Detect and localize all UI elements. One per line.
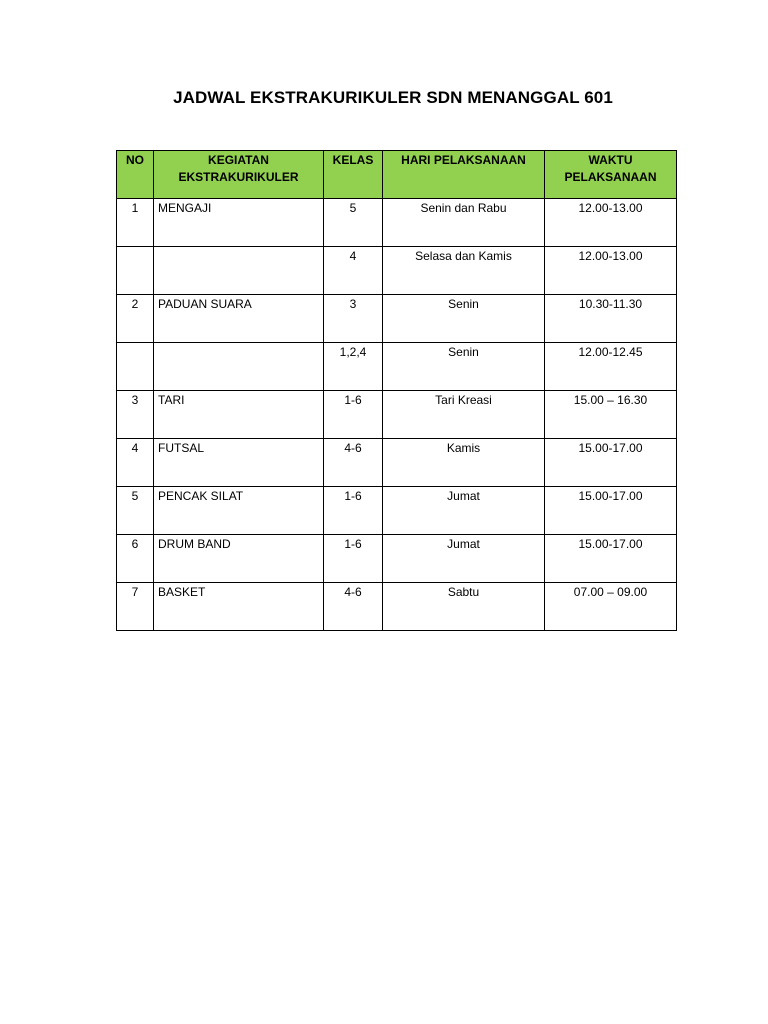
cell-waktu: 12.00-13.00	[545, 247, 677, 295]
cell-no: 7	[117, 583, 154, 631]
cell-waktu: 15.00-17.00	[545, 439, 677, 487]
cell-kelas: 5	[324, 199, 383, 247]
cell-kegiatan: PADUAN SUARA	[154, 295, 324, 343]
cell-waktu: 15.00-17.00	[545, 487, 677, 535]
cell-kelas: 4-6	[324, 439, 383, 487]
cell-kegiatan: PENCAK SILAT	[154, 487, 324, 535]
cell-waktu: 15.00 – 16.30	[545, 391, 677, 439]
cell-no: 3	[117, 391, 154, 439]
cell-waktu: 07.00 – 09.00	[545, 583, 677, 631]
cell-hari: Senin dan Rabu	[383, 199, 545, 247]
cell-no: 1	[117, 199, 154, 247]
cell-waktu: 12.00-13.00	[545, 199, 677, 247]
cell-hari: Tari Kreasi	[383, 391, 545, 439]
cell-kegiatan: MENGAJI	[154, 199, 324, 247]
cell-waktu: 15.00-17.00	[545, 535, 677, 583]
cell-hari: Senin	[383, 343, 545, 391]
cell-no: 2	[117, 295, 154, 343]
cell-kelas: 1,2,4	[324, 343, 383, 391]
cell-kelas: 1-6	[324, 391, 383, 439]
cell-hari: Jumat	[383, 487, 545, 535]
cell-kegiatan: BASKET	[154, 583, 324, 631]
table-row	[117, 583, 677, 631]
cell-waktu: 12.00-12.45	[545, 343, 677, 391]
cell-no: 6	[117, 535, 154, 583]
table-row	[117, 199, 677, 247]
table-row	[117, 391, 677, 439]
cell-kelas: 4	[324, 247, 383, 295]
cell-hari: Senin	[383, 295, 545, 343]
schedule-table	[116, 150, 677, 631]
header-waktu: WAKTU PELAKSANAAN	[545, 151, 677, 199]
cell-hari: Sabtu	[383, 583, 545, 631]
table-header-row	[117, 151, 677, 199]
table-row	[117, 535, 677, 583]
table-row	[117, 439, 677, 487]
table-row	[117, 247, 677, 295]
cell-hari: Kamis	[383, 439, 545, 487]
header-no: NO	[117, 151, 154, 199]
cell-kegiatan: FUTSAL	[154, 439, 324, 487]
page-title: JADWAL EKSTRAKURIKULER SDN MENANGGAL 601	[173, 88, 613, 107]
cell-kegiatan	[154, 343, 324, 391]
header-hari: HARI PELAKSANAAN	[383, 151, 545, 199]
table-row	[117, 343, 677, 391]
header-kegiatan: KEGIATAN EKSTRAKURIKULER	[154, 151, 324, 199]
header-kelas: KELAS	[324, 151, 383, 199]
cell-hari: Selasa dan Kamis	[383, 247, 545, 295]
cell-hari: Jumat	[383, 535, 545, 583]
cell-no	[117, 247, 154, 295]
cell-waktu: 10.30-11.30	[545, 295, 677, 343]
cell-kelas: 1-6	[324, 535, 383, 583]
cell-no: 5	[117, 487, 154, 535]
cell-no: 4	[117, 439, 154, 487]
cell-kelas: 4-6	[324, 583, 383, 631]
cell-kegiatan: TARI	[154, 391, 324, 439]
table-row	[117, 487, 677, 535]
cell-kegiatan	[154, 247, 324, 295]
cell-no	[117, 343, 154, 391]
cell-kelas: 1-6	[324, 487, 383, 535]
cell-kelas: 3	[324, 295, 383, 343]
cell-kegiatan: DRUM BAND	[154, 535, 324, 583]
table-row	[117, 295, 677, 343]
